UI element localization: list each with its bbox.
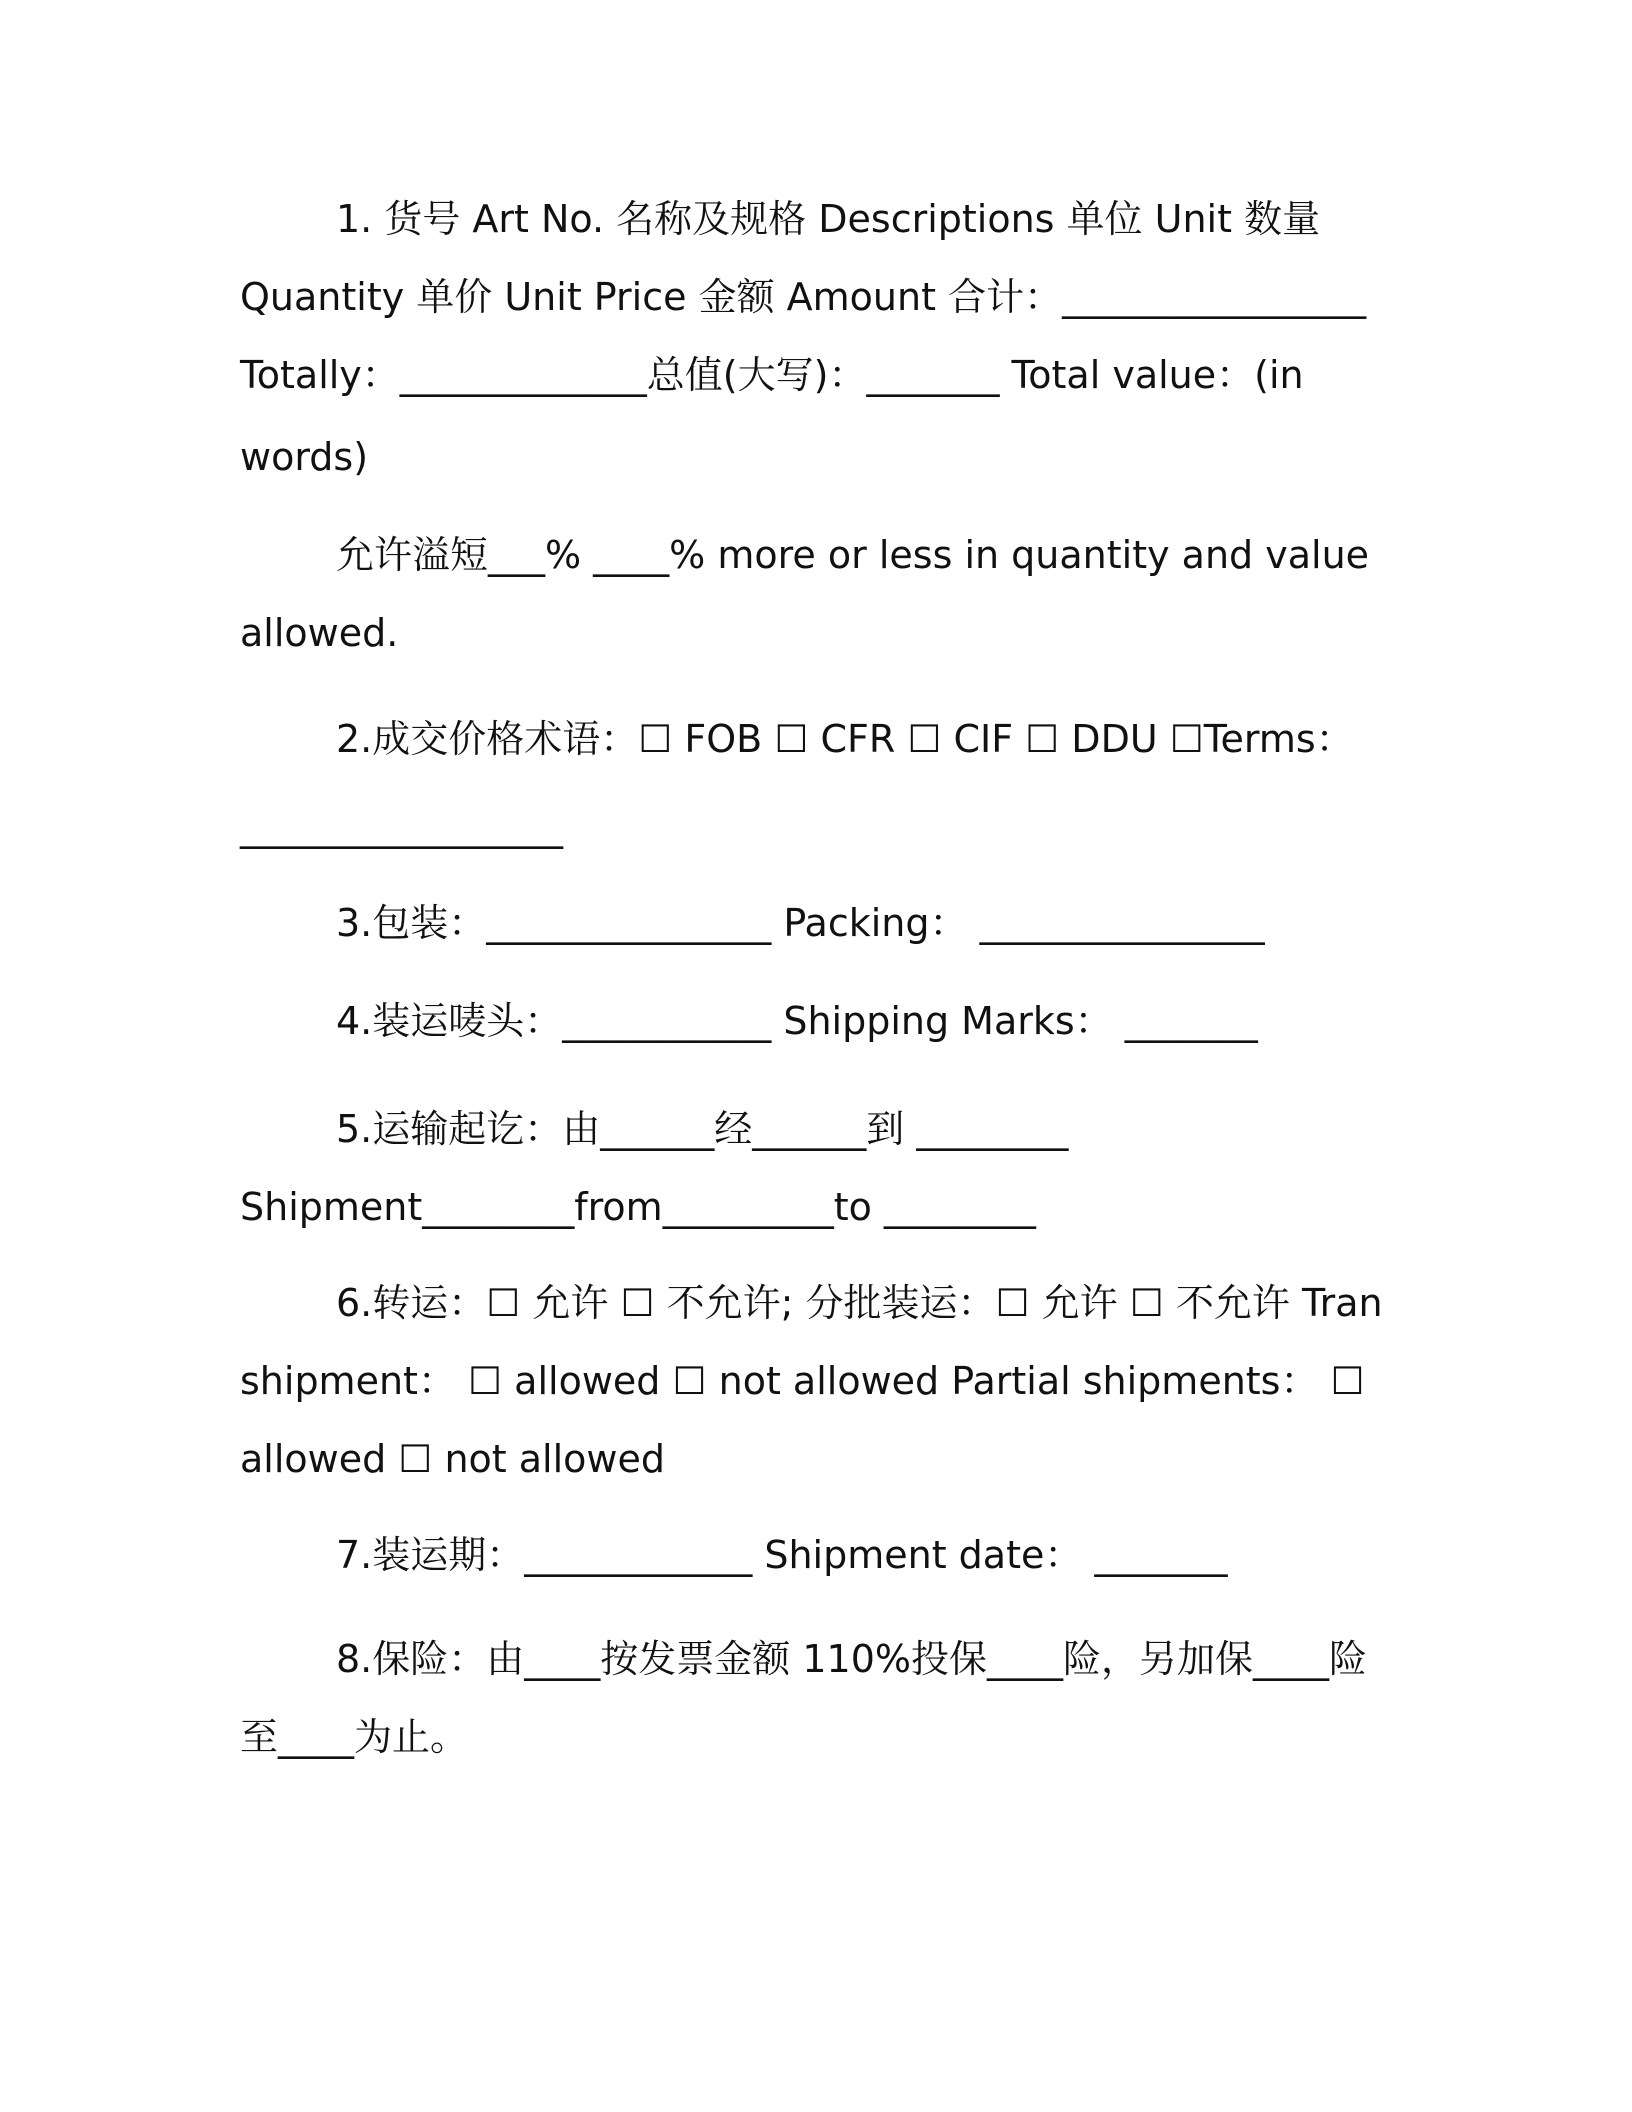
clause-tolerance-line-1: 允许溢短___% ____% more or less in quantity and value — [336, 533, 1370, 577]
clause-1-line-1: 1. 货号 Art No. 名称及规格 Descriptions 单位 Unit 数量 — [336, 197, 1321, 241]
clause-6-line-1: 6.转运：☐ 允许 ☐ 不允许; 分批装运：☐ 允许 ☐ 不允许 Tran — [336, 1281, 1383, 1325]
clause-5-line-2: Shipment________from_________to ________ — [240, 1185, 1036, 1229]
clause-8 — [240, 1620, 1390, 1776]
clause-tolerance — [240, 516, 1390, 672]
clause-6 — [240, 1264, 1390, 1498]
clause-3-line-1: 3.包装：_______________ Packing： _______________ — [336, 901, 1265, 945]
clause-2 — [240, 700, 1390, 866]
clause-8-line-2: 至____为止。 — [240, 1715, 469, 1759]
clause-1 — [240, 180, 1390, 496]
clause-2-line-1: 2.成交价格术语：☐ FOB ☐ CFR ☐ CIF ☐ DDU ☐Terms： — [336, 717, 1354, 761]
clause-3 — [240, 884, 1390, 962]
clause-5 — [240, 1090, 1390, 1246]
clause-tolerance-line-2: allowed. — [240, 611, 399, 655]
clause-1-line-2: Quantity 单价 Unit Price 金额 Amount 合计：________________ — [240, 275, 1367, 319]
clause-8-line-1: 8.保险：由____按发票金额 110%投保____险，另加保____险 — [336, 1637, 1367, 1681]
clause-1-line-3: Totally：_____________总值(大写)：_______ Total value：(in — [240, 353, 1304, 397]
clause-7 — [240, 1516, 1390, 1594]
clause-1-line-4: words) — [240, 435, 369, 479]
clause-6-line-2: shipment： ☐ allowed ☐ not allowed Partial shipments： ☐ — [240, 1359, 1365, 1403]
clause-4 — [240, 982, 1390, 1060]
clause-4-line-1: 4.装运唛头：___________ Shipping Marks： _______ — [336, 999, 1258, 1043]
clause-7-line-1: 7.装运期：____________ Shipment date： _______ — [336, 1533, 1228, 1577]
clause-6-line-3: allowed ☐ not allowed — [240, 1437, 665, 1481]
clause-5-line-1: 5.运输起讫：由______经______到 ________ — [336, 1107, 1069, 1151]
clause-2-line-2: _________________ — [240, 805, 563, 849]
